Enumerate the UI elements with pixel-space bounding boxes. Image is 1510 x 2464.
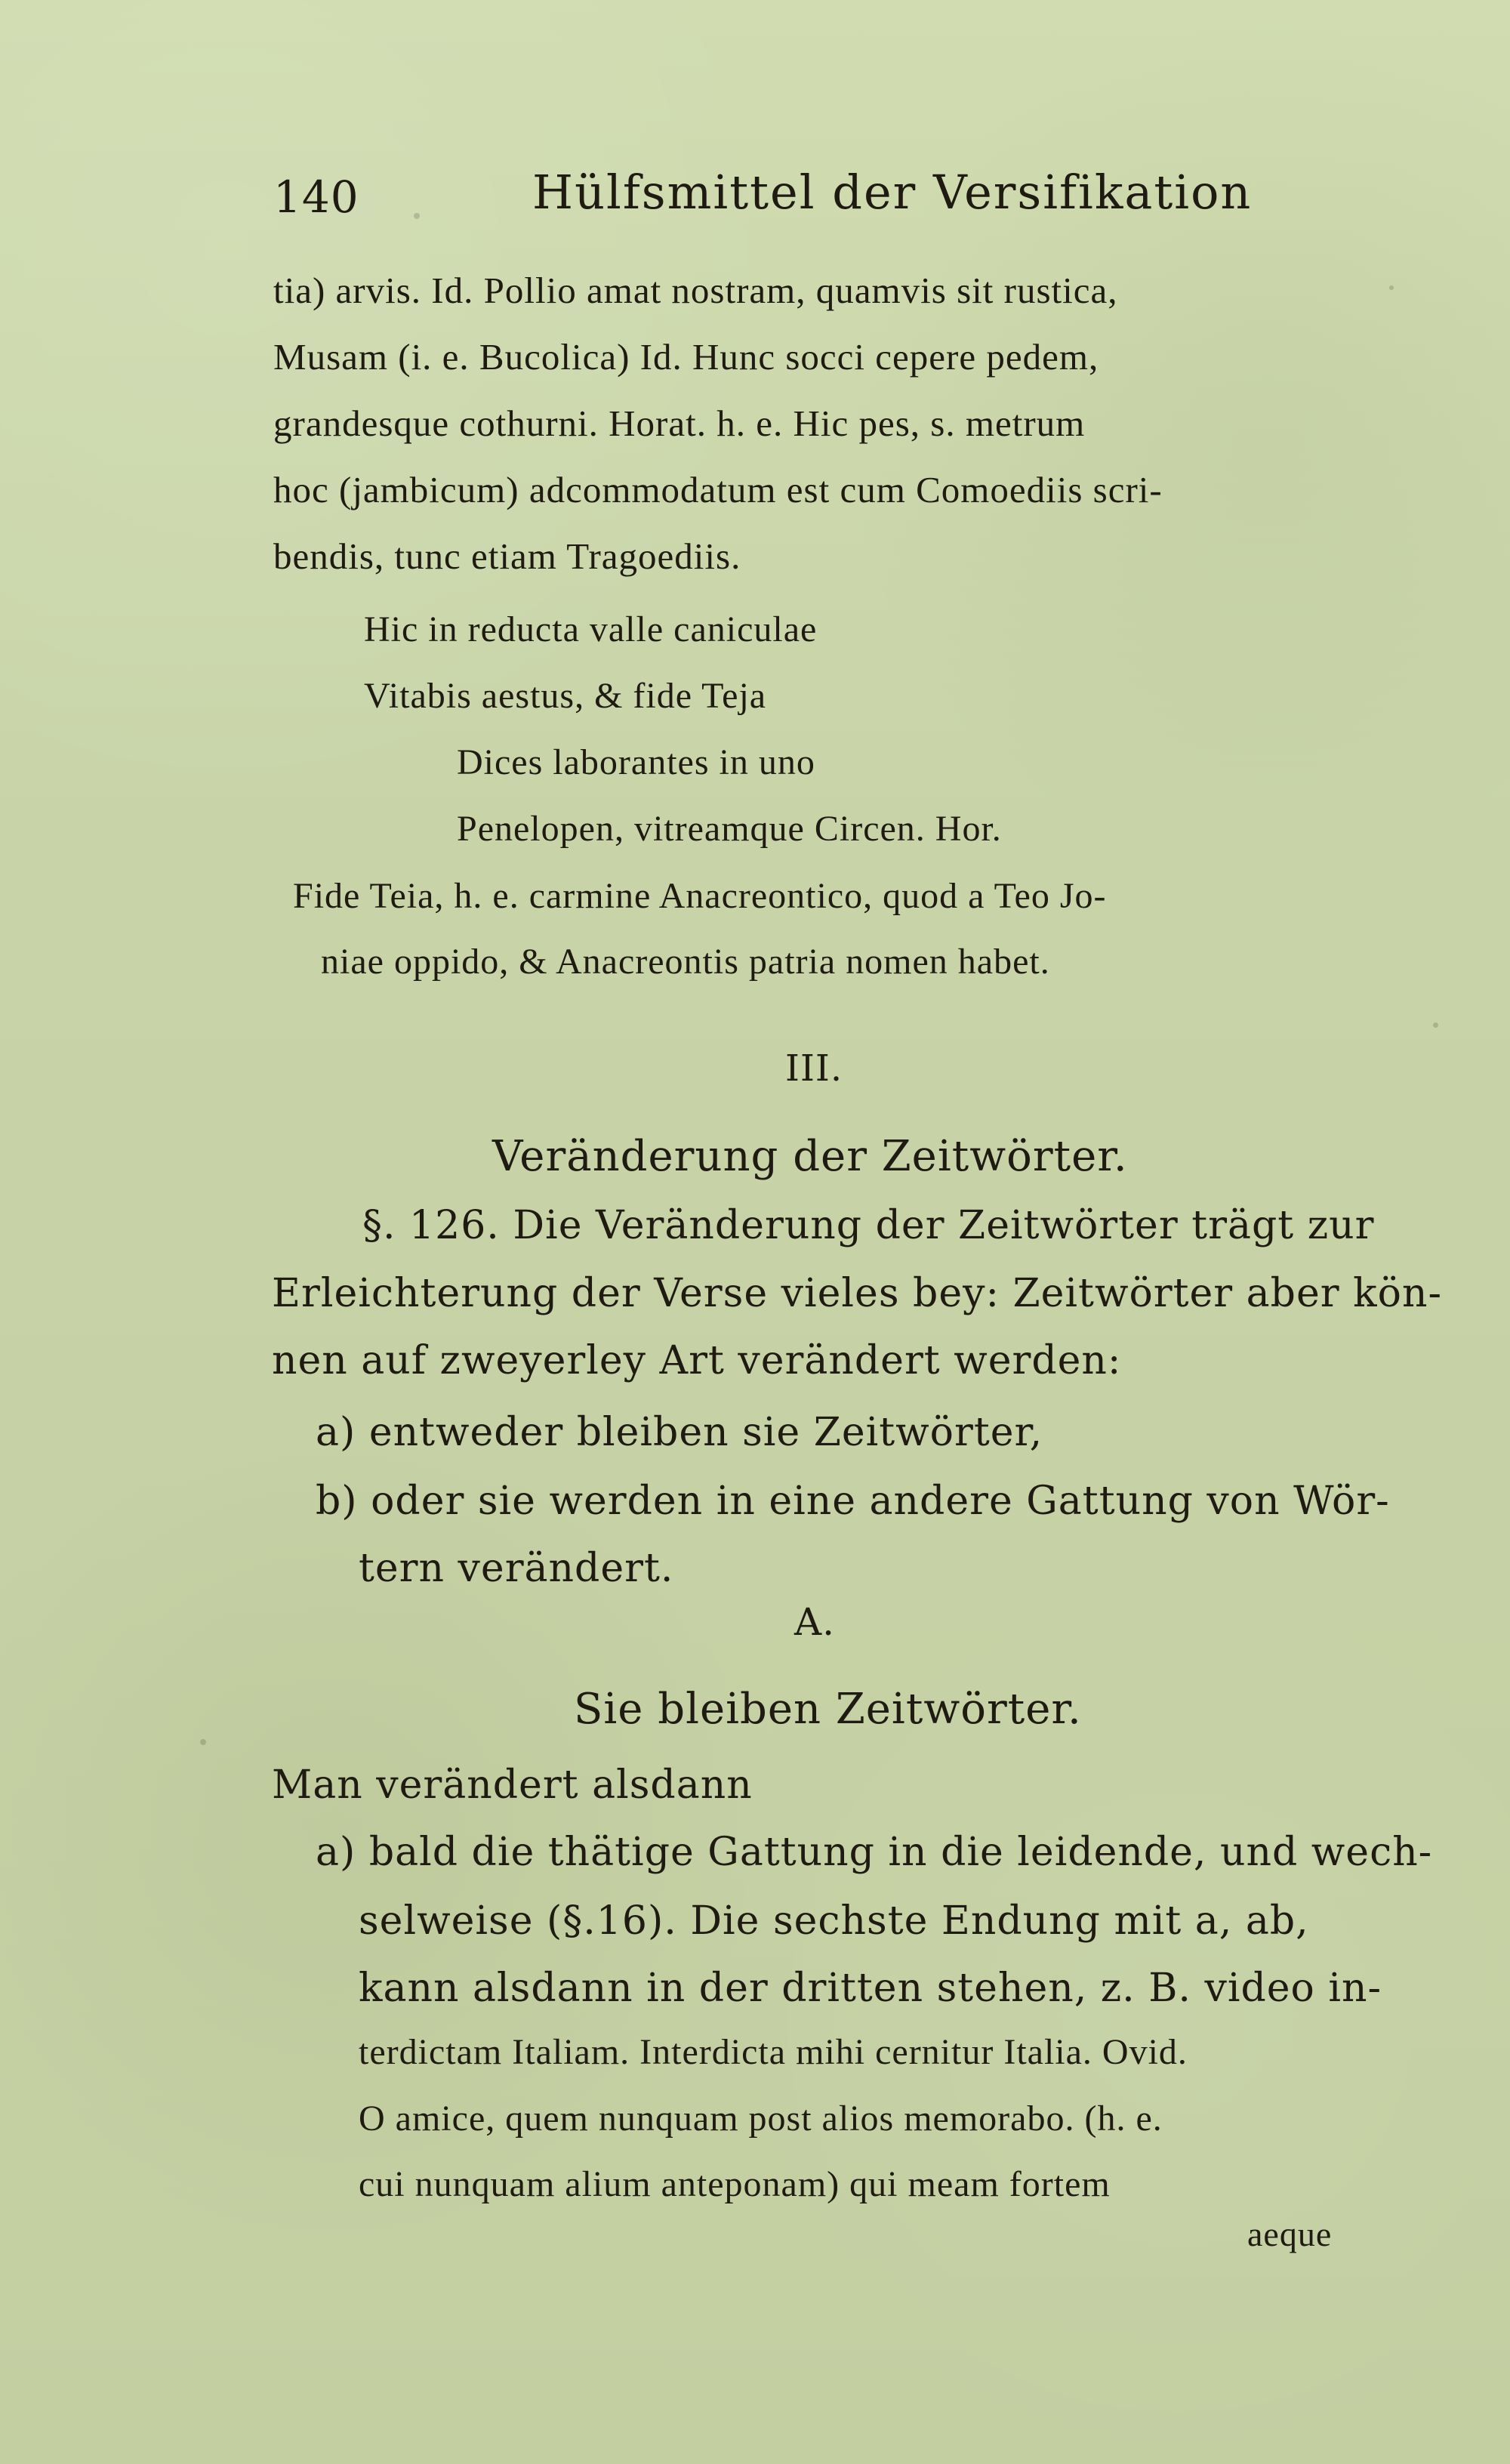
text-line-2: Musam (i. e. Bucolica) Id. Hunc socci cepere pedem, [273,336,1099,378]
text-line-12: a) bald die thätige Gattung in die leidende, und wech- [316,1830,1433,1875]
ink-spot [200,1739,206,1745]
subsection-title: Sie bleiben Zeitwörter. [574,1685,1082,1734]
verse-line-4: Penelopen, vitreamque Circen. Hor. [457,809,1002,849]
list-item-b-continued: tern verändert. [359,1546,674,1591]
ink-spot [1433,1022,1438,1028]
text-line-16: O amice, quem nunquam post alios memorabo. (h. e. [359,2099,1163,2139]
section-number: III. [785,1047,843,1090]
page-number: 140 [273,171,359,223]
text-line-4: hoc (jambicum) adcommodatum est cum Comoediis scri- [273,469,1163,510]
text-line-8: §. 126. Die Veränderung der Zeitwörter trägt zur [362,1203,1375,1248]
verse-line-3: Dices laborantes in uno [457,742,815,782]
text-line-3: grandesque cothurni. Horat. h. e. Hic pes, s. metrum [273,402,1086,444]
text-line-7: niae oppido, & Anacreontis patria nomen habet. [321,942,1050,982]
catchword: aeque [1247,2215,1333,2253]
text-line-13: selweise (§.16). Die sechste Endung mit a, ab, [359,1898,1309,1944]
text-line-10: nen auf zweyerley Art verändert werden: [272,1338,1122,1383]
running-title: Hülfsmittel der Versifikation [532,165,1253,220]
list-item-b: b) oder sie werden in eine andere Gattung von Wör- [316,1479,1390,1524]
text-line-5: bendis, tunc etiam Tragoediis. [273,535,741,577]
ink-spot [1389,285,1394,290]
text-line-1: tia) arvis. Id. Pollio amat nostram, quamvis sit rustica, [273,270,1118,311]
text-line-15: terdictam Italiam. Interdicta mihi cernitur Italia. Ovid. [359,2032,1188,2072]
ink-spot [414,213,420,219]
verse-line-2: Vitabis aestus, & fide Teja [364,676,767,716]
text-line-17: cui nunquam alium anteponam) qui meam fortem [359,2164,1111,2204]
list-item-a: a) entweder bleiben sie Zeitwörter, [316,1410,1043,1455]
text-line-14: kann alsdann in der dritten stehen, z. B. video in- [359,1966,1382,2011]
text-line-9: Erleichterung der Verse vieles bey: Zeitwörter aber kön- [272,1271,1443,1316]
text-line-6: Fide Teia, h. e. carmine Anacreontico, quod a Teo Jo- [293,876,1107,916]
section-title: Veränderung der Zeitwörter. [492,1132,1128,1181]
text-line-11: Man verändert alsdann [272,1762,753,1808]
subsection-letter: A. [794,1600,836,1644]
verse-line-1: Hic in reducta valle caniculae [364,609,818,649]
